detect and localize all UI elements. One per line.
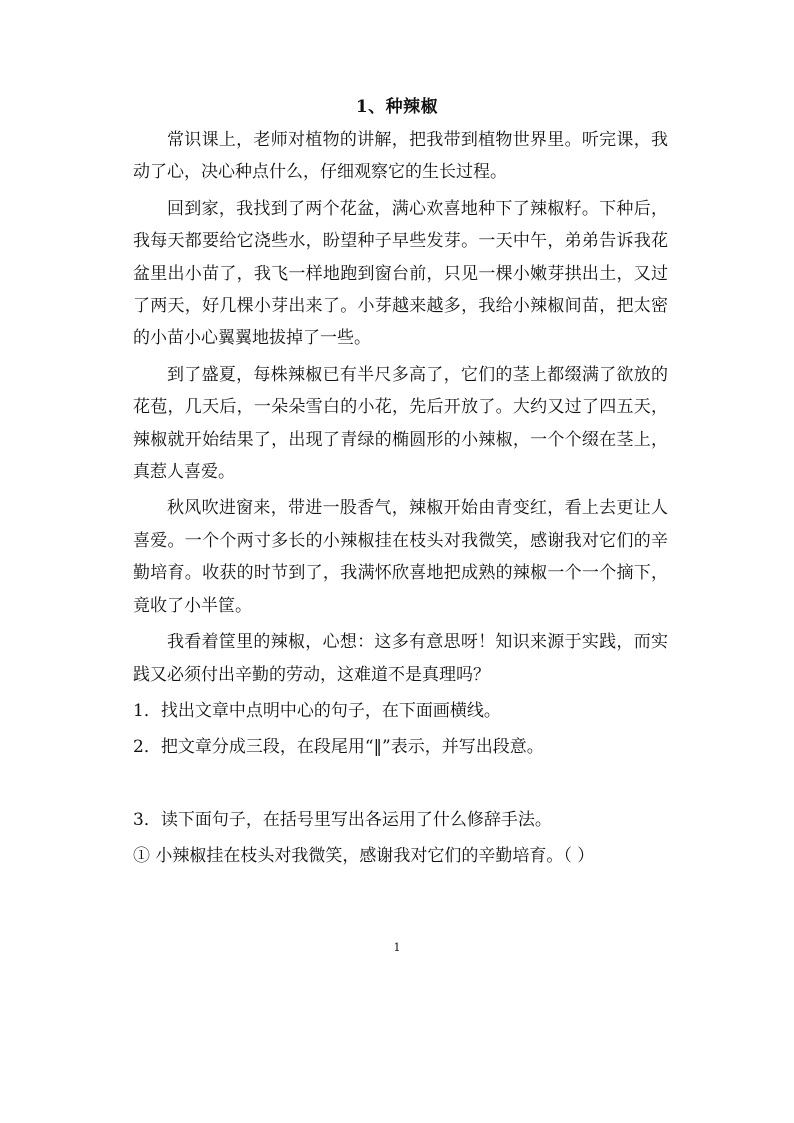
question-1: 1．找出文章中点明中心的句子，在下面画横线。 xyxy=(133,700,501,721)
paragraph-1: 常识课上，老师对植物的讲解，把我带到植物世界里。听完课，我动了心，决心种点什么，仔细观察它的生长过程。 xyxy=(133,130,668,183)
page-number: 1 xyxy=(393,941,401,954)
paragraph-3: 到了盛夏，每株辣椒已有半尺多高了，它们的茎上都缀满了欲放的花苞，几天后，一朵朵雪白的小花，先后开放了。大约又过了四五天，辣椒就开始结果了，出现了青绿的椭圆形的小辣椒，一个个缀在茎上，真惹人喜爱。 xyxy=(133,364,668,483)
article-body xyxy=(133,124,668,873)
question-3-item-1: ① 小辣椒挂在枝头对我微笑，感谢我对它们的辛勤培育。（ ） xyxy=(133,846,595,867)
article-title: 1、种辣椒 xyxy=(355,97,439,117)
paragraph-5: 我看着筐里的辣椒，心想：这多有意思呀！知识来源于实践，而实践又必须付出辛勤的劳动，这难道不是真理吗？ xyxy=(133,632,668,685)
question-3: 3．读下面句子，在括号里写出各运用了什么修辞手法。 xyxy=(133,809,552,830)
question-2: 2．把文章分成三段，在段尾用“‖”表示，并写出段意。 xyxy=(133,737,544,758)
paragraph-4: 秋风吹进窗来，带进一股香气，辣椒开始由青变红，看上去更让人喜爱。一个个两寸多长的小辣椒挂在枝头对我微笑，感谢我对它们的辛勤培育。收获的时节到了，我满怀欣喜地把成熟的辣椒一个一个摘下，竟收了小半筐。 xyxy=(133,498,668,616)
paragraph-2: 回到家，我找到了两个花盆，满心欢喜地种下了辣椒籽。下种后，我每天都要给它浇些水，盼望种子早些发芽。一天中午，弟弟告诉我花盆里出小苗了，我飞一样地跑到窗台前，只见一棵小嫩芽拱出土，又过了两天，好几棵小芽出来了。小芽越来越多，我给小辣椒间苗，把太密的小苗小心翼翼地拔掉了一些。 xyxy=(133,198,668,349)
